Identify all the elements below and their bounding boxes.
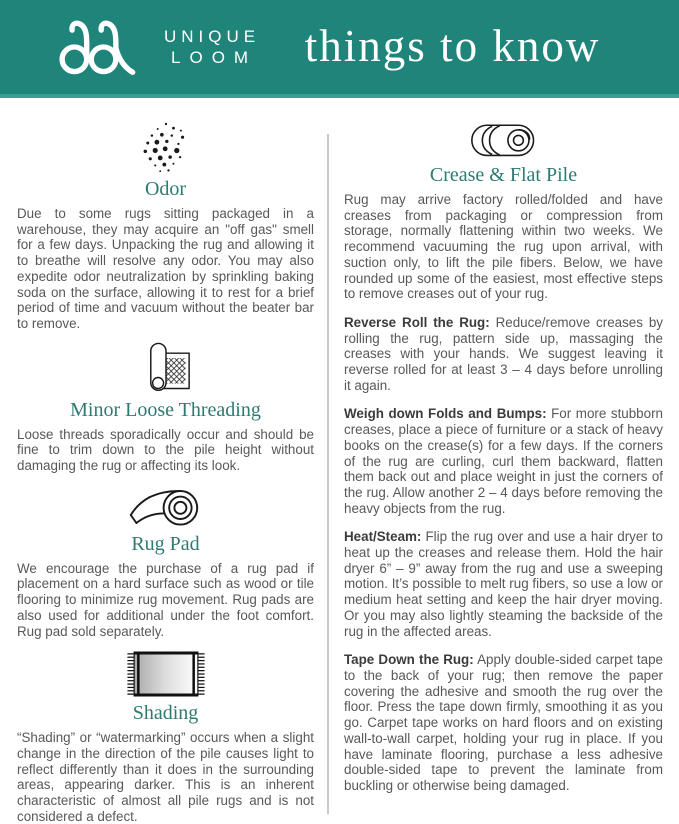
section-shading <box>17 648 314 824</box>
content-area <box>0 98 679 824</box>
tip-text-heat-steam: Flip the rug over and use a hair dryer to heat up the creases and release them. Hold the hair dryer 6” – 9” away from the rug and use a sweeping motion. It’s possible to melt rug fibers, so use a low or medium heat setting and keep the hair dryer moving. Or you may also lightly steaming the backside of the rug in the affected areas. <box>344 529 663 639</box>
tip-label-heat-steam: Heat/Steam: <box>344 529 422 545</box>
right-column <box>329 114 679 820</box>
section-rug-pad <box>17 483 314 640</box>
page-title: things to know <box>304 21 601 71</box>
section-heading-shading: Shading <box>132 702 199 725</box>
section-odor <box>17 120 314 332</box>
brand-name-line1: UNIQUE <box>164 26 261 46</box>
rug-pad-roll-icon <box>17 483 314 531</box>
section-heading-rug-pad: Rug Pad <box>131 532 200 555</box>
tip-label-tape-down: Tape Down the Rug: <box>344 652 474 668</box>
tip-text-weigh-down: For more stubborn creases, place a piece of furniture or a stack of heavy books on the crease(s) for a few days. If the corners of the rug are curling, curl them backward, flatten them back out and place weight in just the corners of the rug. Allow another 2 – 4 days before removing the heavy objects from the rug. <box>344 406 663 516</box>
section-heading-crease-flat-pile: Crease & Flat Pile <box>429 164 578 186</box>
tip-label-reverse-roll: Reverse Roll the Rug: <box>344 314 490 330</box>
section-minor-loose-threading <box>17 341 314 474</box>
section-heading-odor: Odor <box>144 178 187 200</box>
double-loop-logo-icon <box>56 14 148 80</box>
tip-weigh-down <box>344 406 663 516</box>
section-body-minor-loose-threading: Loose threads sporadically occur and should be fine to trim down to the pile height without damaging the rug or affecting its look. <box>17 426 314 474</box>
speckle-dots-icon <box>17 120 314 176</box>
tip-text-reverse-roll: Reduce/remove creases by rolling the rug, pattern side up, massaging the creases with your hands. We suggest leaving it reverse rolled for at least 3 – 4 days before unrolling it again. <box>344 314 663 393</box>
left-column <box>0 114 327 824</box>
tip-reverse-roll <box>344 315 663 394</box>
section-crease-flat-pile <box>344 120 663 794</box>
tip-label-weigh-down: Weigh down Folds and Bumps: <box>344 406 547 422</box>
tip-tape-down <box>344 652 663 793</box>
brand-name-line2: LOOM <box>171 48 258 67</box>
rolled-rug-spiral-icon <box>344 120 663 162</box>
section-intro-crease-flat-pile: Rug may arrive factory rolled/folded and have creases from packaging or compression from storage, normally flattening within two weeks. We recommend vacuuming the rug upon arrival, with suction only, to lift the pile fibers. Below, we have rounded up some of the easiest, most effective steps to remove creases out of your rug. <box>344 192 663 302</box>
section-heading-minor-loose-threading: Minor Loose Threading <box>70 398 261 421</box>
tip-heat-steam <box>344 529 663 639</box>
tip-text-tape-down: Apply double-sided carpet tape to the back of your rug; then remove the paper covering the adhesive and smooth the rug over the floor. Press the tape down firmly, smoothing it as you go. Carpet tape works on hard floors and on existing wall-to-wall carpet, holding your rug in place. If you have laminate flooring, purchase a less adhesive double-sided tape to prevent the laminate from buckling or otherwise being damaged. <box>344 652 663 793</box>
section-body-odor: Due to some rugs sitting packaged in a warehouse, they may acquire an "off gas" smell for a few days. Unpacking the rug and allowing it to breathe will resolve any odor. You may also expedite odor neutralization by sprinkling baking soda on the surface, allowing it to rest for a brief period of time and vacuum without the beater bar to remove. <box>17 206 314 331</box>
section-body-shading: “Shading” or “watermarking” occurs when a slight change in the direction of the pile causes light to reflect differently than it does in the surrounding areas, appearing darker. This is an inherent characteristic of almost all pile rugs and is not considered a defect. <box>17 730 314 824</box>
shaded-rug-fringe-icon <box>17 648 314 700</box>
brand-header <box>0 0 679 98</box>
section-body-rug-pad: We encourage the purchase of a rug pad if placement on a hard surface such as wood or tile flooring to minimize rug movement. Rug pads are also used for additional under the foot comfort. Rug pad sold separately. <box>17 560 314 639</box>
rolled-rug-crosshatch-icon <box>17 341 314 397</box>
brand-name <box>164 26 260 69</box>
unique-loom-logo <box>56 14 260 80</box>
